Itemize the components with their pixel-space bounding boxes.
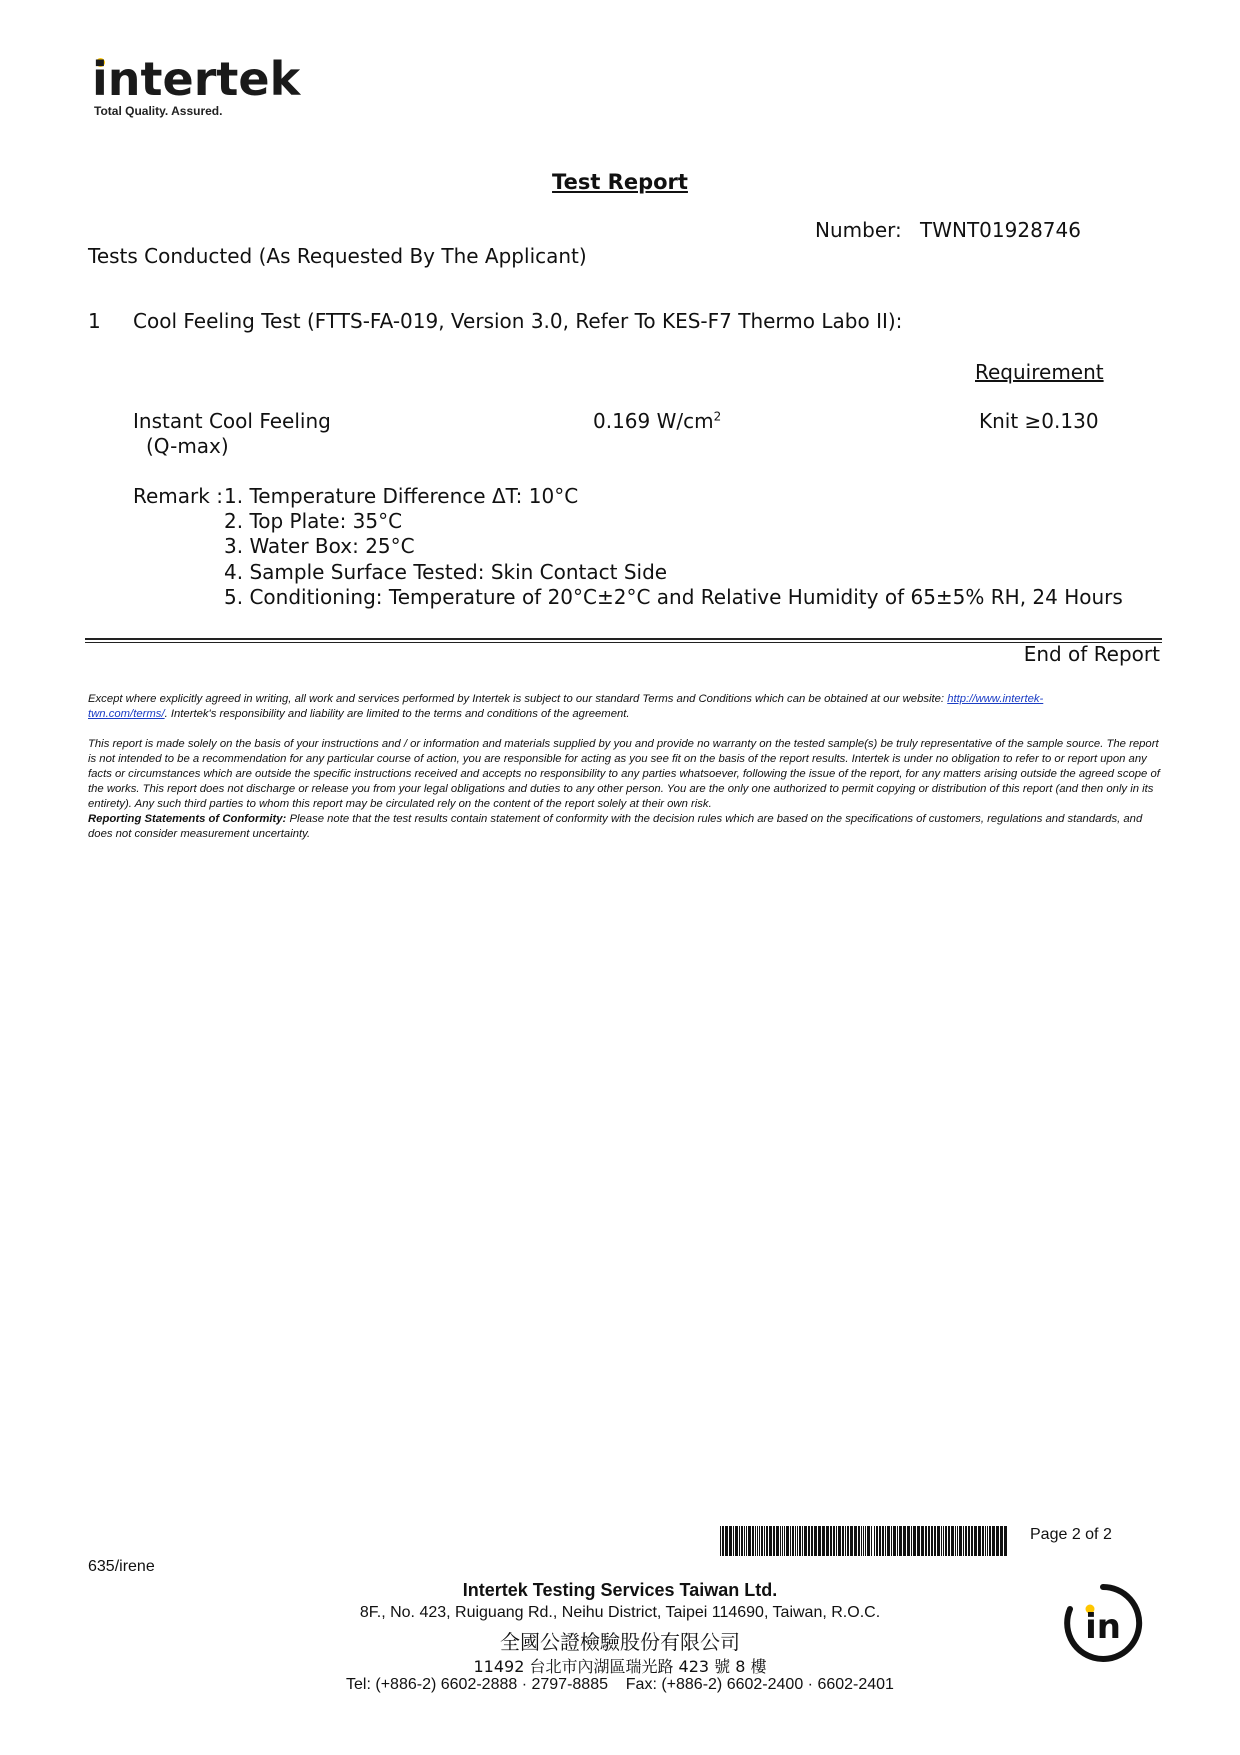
barcode-bar	[928, 1526, 930, 1556]
barcode-bar	[951, 1526, 954, 1556]
barcode-bar	[744, 1526, 745, 1556]
barcode-bar	[1000, 1526, 1003, 1556]
end-of-report: End of Report	[1023, 642, 1160, 666]
barcode-bar	[879, 1526, 881, 1556]
terms-disclaimer	[88, 692, 1164, 722]
barcode-bar	[948, 1526, 950, 1556]
barcode-bar	[925, 1526, 927, 1556]
barcode-bar	[865, 1526, 866, 1556]
barcode-bar	[987, 1526, 988, 1556]
barcode-bar	[845, 1526, 846, 1556]
requirement-header: Requirement	[975, 360, 1104, 384]
barcode-bar	[808, 1526, 810, 1556]
barcode-bar	[989, 1526, 991, 1556]
barcode-bar	[974, 1526, 977, 1556]
barcode-bar	[911, 1526, 912, 1556]
barcode-bar	[802, 1526, 803, 1556]
barcode-bar	[769, 1526, 772, 1556]
barcode-bar	[1004, 1526, 1007, 1556]
barcode-bar	[992, 1526, 995, 1556]
terms-link-part1: http://www.intertek-	[947, 693, 1044, 705]
barcode-bar	[876, 1526, 878, 1556]
barcode-bar	[784, 1526, 785, 1556]
remark-item: 4. Sample Surface Tested: Skin Contact Side	[224, 559, 668, 584]
barcode-bar	[850, 1526, 853, 1556]
barcode-bar	[797, 1526, 798, 1556]
barcode-bar	[934, 1526, 936, 1556]
divider-rule-top	[85, 638, 1162, 640]
barcode-bar	[957, 1526, 958, 1556]
liability-disclaimer	[88, 737, 1164, 842]
barcode-bar	[978, 1526, 981, 1556]
remark-item: 3. Water Box: 25°C	[224, 534, 415, 559]
terms-link-part2: twn.com/terms/	[88, 708, 165, 720]
barcode-bar	[722, 1526, 724, 1556]
footer-address-en: 8F., No. 423, Ruiguang Rd., Neihu District, Taipei 114690, Taiwan, R.O.C.	[359, 1604, 881, 1621]
barcode-bar	[822, 1526, 825, 1556]
barcode-bar	[752, 1526, 754, 1556]
report-number-label: Number:	[815, 218, 902, 242]
barcode-bar	[874, 1526, 875, 1556]
footer-company-zh: 全國公證檢驗股份有限公司	[500, 1630, 740, 1654]
barcode-bar	[887, 1526, 890, 1556]
barcode-bar	[818, 1526, 821, 1556]
barcode-bar	[937, 1526, 940, 1556]
barcode-bar	[729, 1526, 732, 1556]
barcode-bar	[899, 1526, 902, 1556]
barcode-bar	[782, 1526, 783, 1556]
remark-label: Remark :	[133, 484, 223, 508]
barcode-bar	[830, 1526, 832, 1556]
remark-list	[224, 484, 1123, 610]
test-result-value: 0.169 W/cm	[593, 409, 714, 433]
footer-contact: Tel: (+886-2) 6602-2888 · 2797-8885 Fax: (+886-2) 6602-2400 · 6602-2401	[346, 1676, 894, 1693]
barcode-bar	[842, 1526, 844, 1556]
barcode-bar	[985, 1526, 986, 1556]
liability-text: This report is made solely on the basis of your instructions and / or information and materials supplied by you and provide no warranty on the tested sample(s) be truly representative of the sample source. The report is not intended to be a recommendation for any particular course of action, you are responsible for acting as you see fit on the basis of the report results. Intertek is under no obligation to refer to or report upon any facts or circumstances which are outside the specific instructions received and accepts no responsibility to any parties whatsoever, following the issue of the report, for any matters arising outside the agreed scope of the works. This report does not discharge or release you from your legal obligations and duties to any other person. You are the only one authorized to permit copying or distribution of this report (and then only in its entirety). Any such third parties to whom this report may be circulated rely on the content of the report solely at their own risk.	[88, 738, 1160, 810]
barcode-bar	[811, 1526, 813, 1556]
intertek-logo: intertek	[92, 52, 301, 106]
mark-text: in	[1085, 1607, 1121, 1647]
barcode-bar	[847, 1526, 849, 1556]
barcode-bar	[945, 1526, 947, 1556]
barcode-bar	[733, 1526, 734, 1556]
barcode-bar	[885, 1526, 886, 1556]
barcode-bar	[971, 1526, 973, 1556]
barcode-bar	[871, 1526, 872, 1556]
barcode-bar	[941, 1526, 942, 1556]
report-number-value: TWNT01928746	[920, 218, 1081, 242]
requirement-value: Knit ≥0.130	[979, 409, 1099, 433]
conformity-heading: Reporting Statements of Conformity:	[88, 813, 287, 825]
barcode-bar	[764, 1526, 765, 1556]
barcode-bar	[943, 1526, 944, 1556]
barcode-bar	[917, 1526, 920, 1556]
test-name: Cool Feeling Test (FTTS-FA-019, Version 3.0, Refer To KES-F7 Thermo Labo II):	[133, 309, 903, 333]
barcode-bar	[792, 1526, 794, 1556]
barcode-bar	[757, 1526, 758, 1556]
footer-company: Intertek Testing Services Taiwan Ltd.	[462, 1580, 778, 1600]
barcode-bar	[996, 1526, 999, 1556]
barcode-bar	[838, 1526, 841, 1556]
barcode-bar	[959, 1526, 962, 1556]
barcode-bar	[836, 1526, 837, 1556]
barcode-bar	[854, 1526, 857, 1556]
barcode-bar	[799, 1526, 801, 1556]
barcode-bar	[903, 1526, 906, 1556]
footer-ref: 635/irene	[88, 1558, 155, 1575]
barcode-bar	[766, 1526, 768, 1556]
terms-text: Except where explicitly agreed in writing, all work and services performed by Intertek is subject to our standard Terms and Conditions which can be obtained at our website:	[88, 693, 948, 705]
terms-text-after: . Intertek's responsibility and liability are limited to the terms and conditions of the agreement.	[164, 708, 630, 720]
barcode-bar	[867, 1526, 870, 1556]
test-result	[593, 409, 721, 433]
remark-item: 5. Conditioning: Temperature of 20°C±2°C and Relative Humidity of 65±5% RH, 24 Hours	[224, 584, 1123, 609]
test-item-sub: (Q-max)	[146, 434, 229, 458]
barcode-bar	[963, 1526, 964, 1556]
barcode-bar	[755, 1526, 756, 1556]
remark-item: 2. Top Plate: 35°C	[224, 509, 403, 534]
barcode-bar	[861, 1526, 862, 1556]
barcode-bar	[795, 1526, 796, 1556]
page-number: Page 2 of 2	[1030, 1526, 1112, 1543]
barcode-bar	[759, 1526, 760, 1556]
barcode-bar	[921, 1526, 924, 1556]
barcode-bar	[882, 1526, 884, 1556]
barcode-bar	[776, 1526, 779, 1556]
barcode-bar	[741, 1526, 743, 1556]
conformity-text: Please note that the test results contain statement of conformity with the decision rules which are based on the specifications of customers, regulations and standards, and does not consider measurement uncertainty.	[88, 813, 1143, 840]
barcode-bar	[804, 1526, 807, 1556]
barcode-bar	[746, 1526, 747, 1556]
barcode-bar	[965, 1526, 967, 1556]
logo-tagline: Total Quality. Assured.	[94, 104, 223, 118]
footer-address-zh: 11492 台北市內湖區瑞光路 423 號 8 樓	[473, 1657, 767, 1676]
barcode-bar	[826, 1526, 829, 1556]
barcode-bar	[955, 1526, 956, 1556]
barcode-bar	[725, 1526, 728, 1556]
test-item-name: Instant Cool Feeling	[133, 409, 331, 433]
report-title: Test Report	[552, 170, 688, 194]
barcode-bar	[893, 1526, 896, 1556]
divider-rule-bottom	[85, 642, 1162, 643]
barcode-icon	[720, 1526, 1008, 1556]
barcode-bar	[863, 1526, 864, 1556]
barcode-bar	[913, 1526, 916, 1556]
barcode-bar	[786, 1526, 789, 1556]
barcode-bar	[773, 1526, 775, 1556]
barcode-bar	[761, 1526, 763, 1556]
barcode-bar	[780, 1526, 781, 1556]
barcode-bar	[891, 1526, 892, 1556]
test-result-unit-exponent: 2	[713, 409, 722, 424]
tests-conducted: Tests Conducted (As Requested By The Applicant)	[88, 244, 587, 268]
barcode-bar	[982, 1526, 984, 1556]
test-index: 1	[88, 309, 101, 333]
barcode-bar	[814, 1526, 817, 1556]
barcode-bar	[858, 1526, 860, 1556]
barcode-bar	[897, 1526, 898, 1556]
barcode-bar	[739, 1526, 740, 1556]
remark-item: 1. Temperature Difference ΔT: 10°C	[224, 484, 579, 508]
barcode-bar	[748, 1526, 751, 1556]
barcode-bar	[735, 1526, 738, 1556]
barcode-bar	[790, 1526, 791, 1556]
barcode-bar	[931, 1526, 933, 1556]
barcode-bar	[720, 1526, 721, 1556]
intertek-mark-icon	[1062, 1582, 1144, 1664]
barcode-bar	[907, 1526, 910, 1556]
barcode-bar	[968, 1526, 970, 1556]
barcode-bar	[833, 1526, 835, 1556]
